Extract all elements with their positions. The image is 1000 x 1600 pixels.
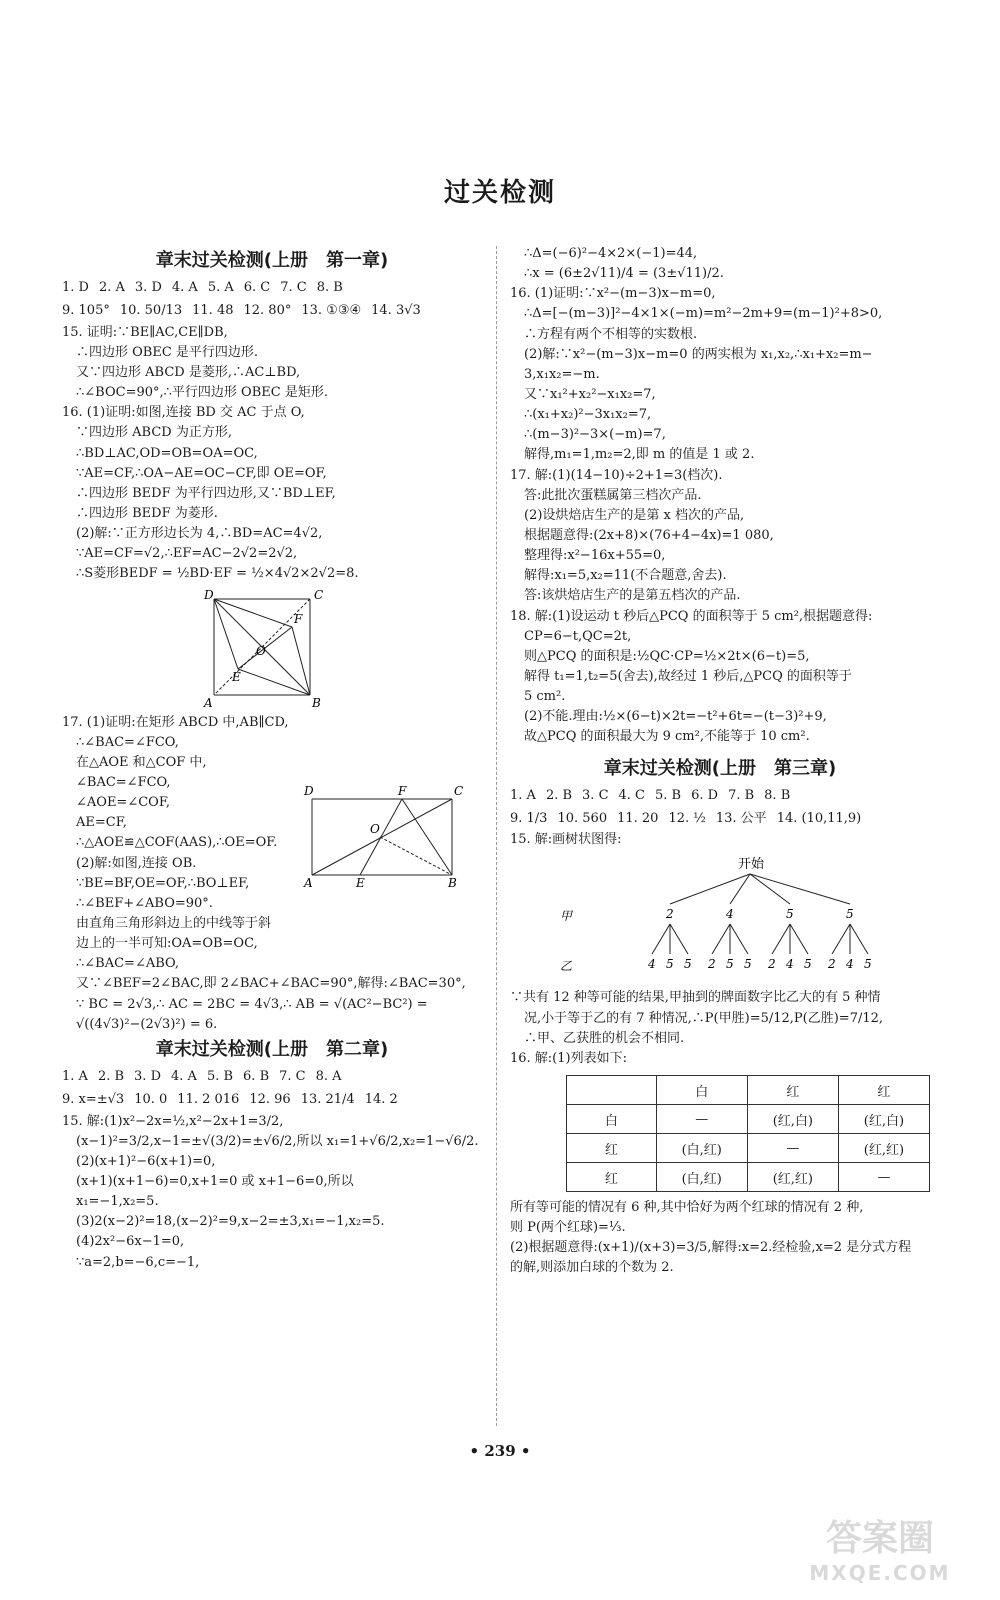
text-line: ∠BAC=∠FCO, — [76, 775, 171, 791]
answer-row — [62, 299, 482, 322]
figure-line — [652, 924, 670, 954]
text-line: 由直角三角形斜边上的中线等于斜 — [76, 916, 272, 932]
figure-label: O — [370, 821, 380, 836]
text-line: 15. 解:(1)x²−2x=½,x²−2x+1=3/2, — [62, 1113, 284, 1129]
answer-item: 8. A — [315, 1068, 342, 1084]
answer-item: 8. B — [764, 787, 791, 803]
text-line: 18. 解:(1)设运动 t 秒后△PCQ 的面积等于 5 cm²,根据题意得: — [510, 608, 873, 624]
figure-label: 2 — [828, 957, 836, 972]
answer-item: 2. B — [97, 1068, 125, 1084]
text-line: CP=6−t,QC=2t, — [524, 628, 632, 644]
answer-item: 11. 48 — [192, 303, 234, 319]
text-line: 解得 t₁=1,t₂=5(舍去),故经过 1 秒后,△PCQ 的面积等于 — [524, 668, 852, 684]
text-line: ∵BE=BF,OE=OF,∴BO⊥EF, — [76, 875, 250, 891]
answer-item: 11. 20 — [617, 810, 659, 826]
right-column — [510, 244, 930, 1279]
text-line: ∠AOE=∠COF, — [76, 795, 170, 811]
answer-item: 12. 80° — [243, 303, 292, 319]
text-line: ∴(m−3)²−3×(−m)=7, — [524, 427, 666, 443]
table-cell: 白 — [656, 1076, 747, 1105]
answer-row — [510, 784, 930, 807]
table-cell: — — [838, 1163, 929, 1192]
text-line: 16. (1)证明:∵x²−(m−3)x−m=0, — [510, 286, 716, 302]
answer-item: 7. B — [728, 787, 755, 803]
answer-item: 9. 1/3 — [510, 810, 548, 826]
figure-label: E — [356, 875, 365, 890]
section-heading: 章末过关检测(上册 第二章) — [155, 1038, 389, 1060]
figure-line — [214, 599, 238, 669]
text-line: 15. 证明:∵BE∥AC,CE∥DB, — [62, 324, 228, 340]
text-line: 则△PCQ 的面积是:½QC·CP=½×2t×(6−t)=5, — [524, 648, 810, 664]
answer-item: 9. 105° — [62, 303, 110, 319]
figure-label: B — [312, 695, 321, 710]
text-line: 解得:x₁=5,x₂=11(不合题意,舍去). — [524, 568, 727, 584]
answer-item: 4. C — [618, 787, 645, 803]
figure-label: 4 — [786, 957, 794, 972]
text-line: ∴(x₁+x₂)²−3x₁x₂=7, — [524, 407, 652, 423]
answer-item: 14. 3√3 — [371, 303, 421, 319]
column-divider — [496, 246, 497, 1426]
answer-row — [62, 1088, 482, 1111]
figure-label: C — [454, 783, 464, 798]
text-line: (2)根据题意得:(x+1)/(x+3)=3/5,解得:x=2.经检验,x=2 是分式方程 — [510, 1240, 912, 1256]
figure-line — [238, 669, 310, 695]
text-line: AE=CF, — [76, 815, 127, 831]
figure-label: D — [204, 587, 214, 602]
answer-item: 14. 2 — [364, 1092, 398, 1108]
figure-label: 5 — [684, 957, 692, 972]
answer-item: 1. D — [62, 280, 89, 295]
answer-item: 5. A — [207, 280, 234, 295]
table-cell: 红 — [838, 1076, 929, 1105]
answer-item: 10. 560 — [557, 810, 608, 826]
answer-item: 2. B — [545, 787, 573, 803]
text-line: 答:该烘焙店生产的是第五档次的产品. — [524, 588, 741, 604]
text-line: (2)设烘焙店生产的是第 x 档次的产品, — [524, 507, 745, 523]
text-line: (x−1)²=3/2,x−1=±√(3/2)=±√6/2,所以 x₁=1+√6/2,x₂=1−√6/2. — [76, 1133, 479, 1149]
table-cell: (白,红) — [656, 1134, 747, 1163]
table-cell: (红,白) — [747, 1105, 838, 1134]
figure-label: 4 — [648, 957, 656, 972]
answer-item: 11. 2 016 — [177, 1092, 240, 1108]
text-line: 15. 解:画树状图得: — [510, 832, 622, 848]
text-line: ∴Δ=(−6)²−4×2×(−1)=44, — [524, 246, 698, 261]
figure-label: O — [256, 643, 266, 658]
figure-label: 2 — [768, 957, 776, 972]
figure-label: A — [304, 875, 313, 890]
answer-row — [62, 276, 482, 299]
answer-item: 5. B — [206, 1068, 234, 1084]
table-cell: — — [656, 1105, 747, 1134]
text-line: 根据题意得:(2x+8)×(76+4−4x)=1 080, — [524, 527, 774, 543]
table-cell: (红,白) — [838, 1105, 929, 1134]
figure-line — [790, 924, 808, 954]
answer-item: 6. B — [243, 1068, 270, 1084]
answer-item: 5. B — [655, 787, 682, 803]
answer-item: 2. A — [98, 280, 125, 295]
figure-line — [850, 924, 868, 954]
text-line: ∴∠BAC=∠ABO, — [76, 956, 180, 972]
table-cell: 红 — [567, 1163, 657, 1192]
text-line: ∴∠BEF+∠ABO=90°. — [76, 895, 213, 911]
text-line: ∴∠BOC=90°,∴平行四边形 OBEC 是矩形. — [76, 385, 328, 401]
figure-line — [730, 924, 748, 954]
table-cell: 红 — [567, 1134, 657, 1163]
figure-line — [402, 799, 452, 875]
answer-item: 3. D — [134, 280, 162, 295]
text-line: 5 cm². — [524, 689, 566, 705]
text-line: (2)解:∵x²−(m−3)x−m=0 的两实根为 x₁,x₂,∴x₁+x₂=m− — [524, 346, 873, 362]
figure-line — [832, 924, 850, 954]
figure-label: 4 — [726, 907, 734, 922]
figure-label: A — [204, 695, 213, 710]
text-line: ∵a=2,b=−6,c=−1, — [76, 1254, 200, 1270]
figure-label: D — [304, 783, 314, 798]
answer-item: 13. 公平 — [715, 810, 767, 826]
table-row — [567, 1163, 930, 1192]
answer-item: 12. ½ — [668, 810, 706, 826]
text-line: 又∵四边形 ABCD 是菱形,∴AC⊥BD, — [76, 365, 301, 381]
text-line: 解得,m₁=1,m₂=2,即 m 的值是 1 或 2. — [524, 447, 755, 463]
page-title: 过关检测 — [443, 178, 556, 208]
table-row — [567, 1105, 930, 1134]
text-line: ∴四边形 BEDF 为菱形. — [76, 506, 218, 522]
figure-label: 乙 — [560, 959, 573, 974]
table-cell: (红,红) — [747, 1163, 838, 1192]
watermark-top: 答案圈 — [825, 1518, 934, 1559]
section-heading: 章末过关检测(上册 第三章) — [603, 757, 837, 779]
figure-label: 5 — [864, 957, 872, 972]
table-row — [567, 1134, 930, 1163]
table-cell: (红,红) — [838, 1134, 929, 1163]
figure-line — [772, 924, 790, 954]
figure-label: 2 — [666, 907, 674, 922]
table-row — [567, 1076, 930, 1105]
text-line: ∵AE=CF,∴OA−AE=OC−CF,即 OE=OF, — [76, 465, 327, 481]
tree-root: 开始 — [738, 857, 765, 873]
answer-item: 13. ①③④ — [301, 303, 362, 319]
figure-line — [750, 874, 850, 904]
page-number: • 239 • — [469, 1442, 531, 1460]
text-line: ∴△AOE≌△COF(AAS),∴OE=OF. — [76, 835, 278, 851]
figure-label: 2 — [708, 957, 716, 972]
text-line: ∴四边形 BEDF 为平行四边形,又∵BD⊥EF, — [76, 485, 336, 501]
answer-item: 4. A — [171, 1068, 197, 1084]
text-line: ∴甲、乙获胜的机会不相同. — [524, 1030, 685, 1046]
answer-item: 6. D — [691, 787, 719, 803]
text-line: (3)2(x−2)²=18,(x−2)²=9,x−2=±3,x₁=−1,x₂=5. — [76, 1214, 385, 1230]
answer-item: 7. C — [279, 1068, 306, 1084]
figure-label: 5 — [804, 957, 812, 972]
tree-diagram — [540, 854, 900, 984]
figure-line — [292, 627, 310, 695]
text-line: 边上的一半可知:OA=OB=OC, — [76, 936, 258, 952]
text-line: ∵共有 12 种等可能的结果,甲抽到的牌面数字比乙大的有 5 种情 — [510, 990, 881, 1006]
text-line: 3,x₁x₂=−m. — [524, 366, 600, 382]
left-column — [62, 240, 482, 1273]
answer-item: 3. C — [582, 787, 609, 803]
text-line: ∴方程有两个不相等的实数根. — [524, 326, 698, 342]
watermark — [790, 1510, 970, 1585]
text-line: ∵AE=CF=√2,∴EF=AC−2√2=2√2, — [76, 546, 298, 562]
figure-line — [670, 924, 688, 954]
answer-item: 1. A — [62, 1068, 88, 1084]
answer-item: 10. 0 — [134, 1092, 168, 1108]
answer-item: 9. x=±√3 — [62, 1092, 125, 1108]
figure-label: 5 — [786, 907, 794, 922]
table-cell: 白 — [567, 1105, 657, 1134]
figure-line — [730, 874, 750, 904]
text-line: 则 P(两个红球)=⅓. — [510, 1220, 626, 1236]
text-line: 17. 解:(1)(14−10)÷2+1=3(档次). — [510, 467, 723, 483]
answer-item: 4. A — [171, 280, 198, 295]
text-line: 答:此批次蛋糕属第三档次产品. — [524, 487, 702, 503]
text-line: 16. (1)证明:如图,连接 BD 交 AC 于点 O, — [62, 405, 305, 421]
text-line: (2)不能.理由:½×(6−t)×2t=−t²+6t=−(t−3)²+9, — [524, 709, 827, 725]
figure-label: 4 — [846, 957, 854, 972]
text-line: 又∵∠BEF=2∠BAC,即 2∠BAC+∠BAC=90°,解得:∠BAC=30°, — [76, 976, 466, 992]
figure-label: 5 — [726, 957, 734, 972]
answer-item: 8. B — [316, 280, 343, 295]
text-line: ∴S菱形BEDF = ½BD·EF = ½×4√2×2√2=8. — [76, 566, 359, 582]
answer-item: 14. (10,11,9) — [776, 810, 862, 826]
table-cell: 红 — [747, 1076, 838, 1105]
figure-label: 5 — [666, 957, 674, 972]
watermark-bottom: MXQE.COM — [809, 1561, 951, 1585]
text-line: 16. 解:(1)列表如下: — [510, 1050, 627, 1066]
text-line: 故△PCQ 的面积最大为 9 cm²,不能等于 10 cm². — [524, 729, 810, 745]
answer-item: 7. C — [280, 280, 307, 295]
text-line: 的解,则添加白球的个数为 2. — [510, 1260, 674, 1276]
answer-item: 13. 21/4 — [300, 1092, 355, 1108]
figure-label: B — [448, 875, 457, 890]
figure-label: C — [314, 587, 324, 602]
answer-item: 3. D — [134, 1068, 161, 1084]
text-line: ∴∠BAC=∠FCO, — [76, 734, 179, 750]
outcome-table — [566, 1075, 930, 1192]
text-line: √((4√3)²−(2√3)²) = 6. — [76, 1016, 218, 1032]
text-line: ∵四边形 ABCD 为正方形, — [76, 425, 232, 441]
text-line: 17. (1)证明:在矩形 ABCD 中,AB∥CD, — [62, 714, 289, 730]
answer-item: 12. 96 — [249, 1092, 291, 1108]
text-line: (x+1)(x+1−6)=0,x+1=0 或 x+1−6=0,所以 — [76, 1174, 354, 1190]
figure-label: 5 — [846, 907, 854, 922]
table-cell: — — [747, 1134, 838, 1163]
square-figure — [202, 589, 342, 709]
figure-label: F — [294, 611, 303, 626]
figure-label: F — [398, 783, 407, 798]
text-line: (4)2x²−6x−1=0, — [76, 1234, 185, 1250]
text-line: ∴x = (6±2√11)/4 = (3±√11)/2. — [524, 266, 724, 282]
answer-item: 1. A — [510, 787, 536, 803]
text-line: ∵ BC = 2√3,∴ AC = 2BC = 4√3,∴ AB = √(AC²−BC²) = — [76, 996, 428, 1012]
text-line: (2)解:∵正方形边长为 4,∴BD=AC=4√2, — [76, 526, 323, 542]
answer-row — [510, 807, 930, 830]
figure-line — [214, 599, 292, 627]
figure-line — [750, 874, 790, 904]
figure-line — [670, 874, 750, 904]
text-line: 况,小于等于乙的有 7 种情况,∴P(甲胜)=5/12,P(乙胜)=7/12, — [524, 1010, 884, 1026]
answer-row — [62, 1065, 482, 1088]
text-line: (2)解:如图,连接 OB. — [76, 855, 197, 871]
figure-label: 5 — [744, 957, 752, 972]
figure-line — [380, 837, 452, 875]
answer-item: 10. 50/13 — [119, 303, 183, 319]
text-line: (2)(x+1)²−6(x+1)=0, — [76, 1153, 216, 1169]
figure-label: E — [232, 669, 241, 684]
figure-line — [712, 924, 730, 954]
text-line: x₁=−1,x₂=5. — [76, 1194, 159, 1210]
text-line: 在△AOE 和△COF 中, — [76, 754, 207, 770]
text-line: 所有等可能的情况有 6 种,其中恰好为两个红球的情况有 2 种, — [510, 1200, 864, 1215]
text-line: ∴BD⊥AC,OD=OB=OA=OC, — [76, 445, 258, 461]
section-heading: 章末过关检测(上册 第一章) — [155, 250, 389, 271]
figure-label: 甲 — [560, 909, 573, 924]
text-line: ∴四边形 OBEC 是平行四边形. — [76, 344, 259, 360]
answer-item: 6. C — [243, 280, 271, 295]
text-line: 又∵x₁²+x₂²−x₁x₂=7, — [524, 386, 656, 402]
table-cell — [567, 1076, 657, 1105]
rectangle-figure — [302, 785, 462, 890]
table-cell: (白,红) — [656, 1163, 747, 1192]
text-line: ∴Δ=[−(m−3)]²−4×1×(−m)=m²−2m+9=(m−1)²+8>0, — [524, 306, 883, 322]
text-line: 整理得:x²−16x+55=0, — [524, 548, 666, 564]
